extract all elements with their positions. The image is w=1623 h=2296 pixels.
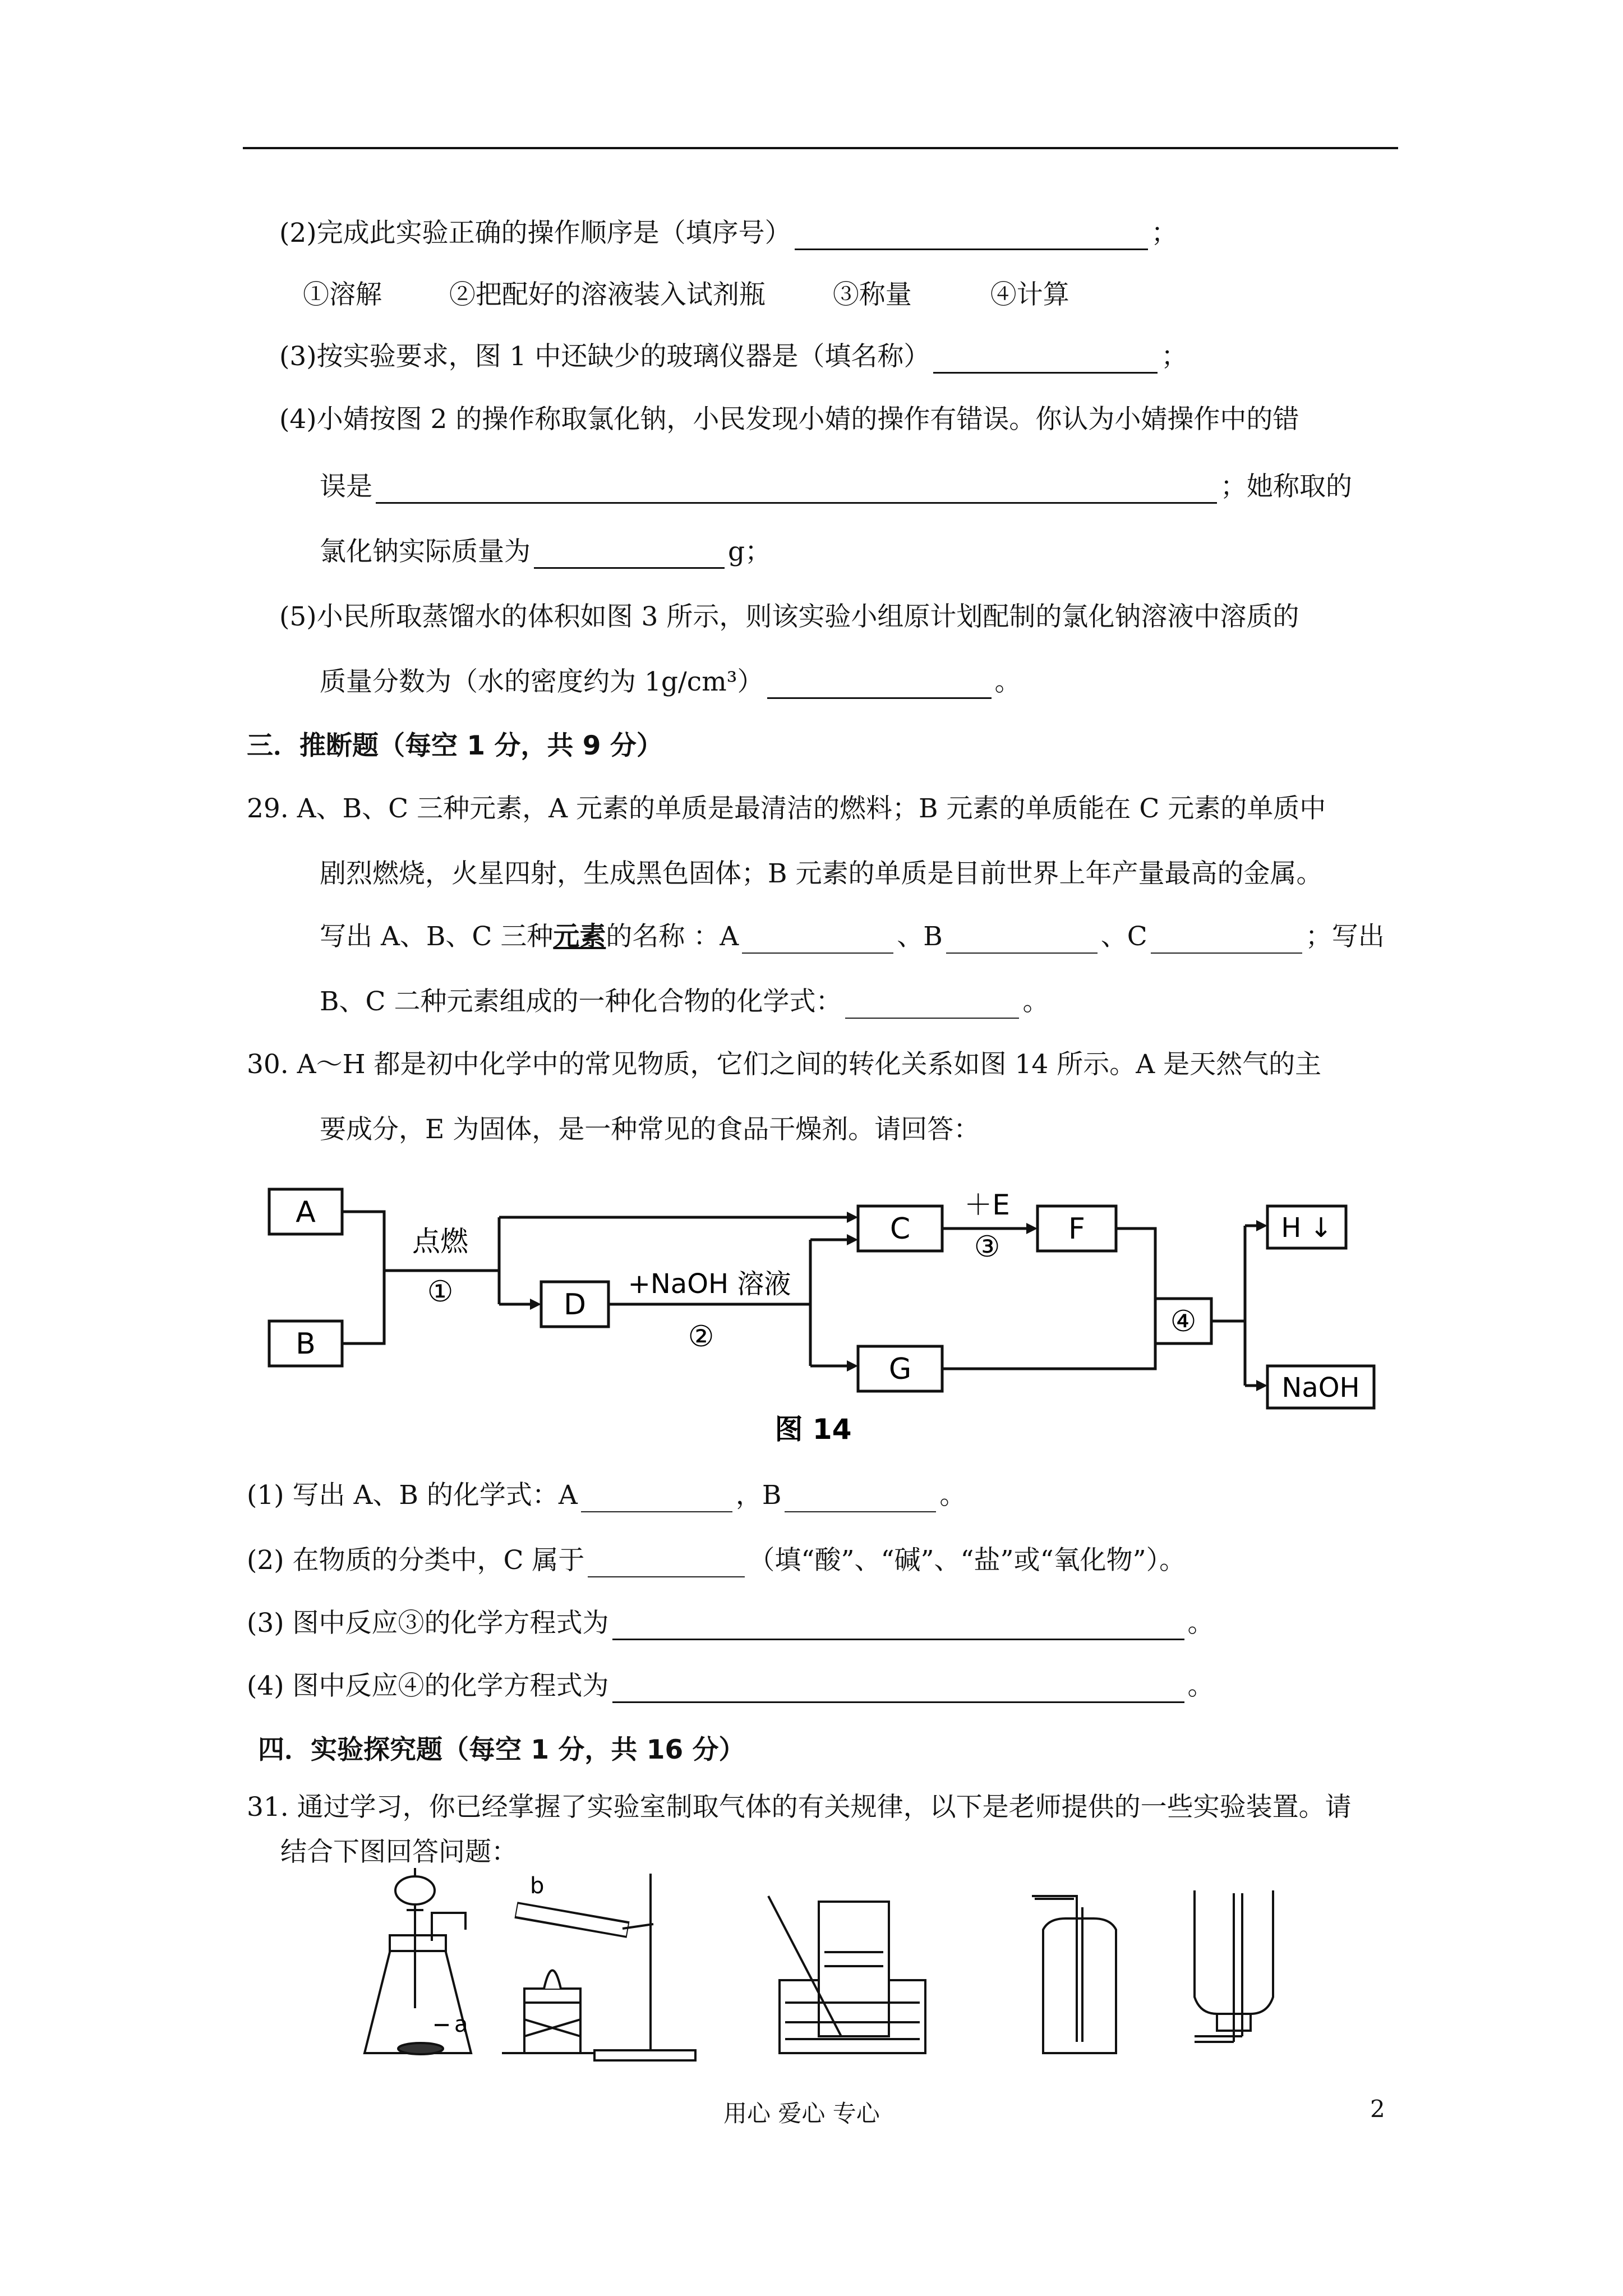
box-h-label: H ↓	[1281, 1212, 1332, 1244]
gas-bottle	[1032, 1896, 1116, 2053]
q28-options: ①溶解 ②把配好的溶液装入试剂瓶 ③称量 ④计算	[303, 279, 1069, 310]
section-3-heading: 三．推断题（每空 1 分，共 9 分）	[247, 730, 663, 761]
answer-blank[interactable]	[376, 474, 1217, 504]
q29-line2: 剧烈燃烧，火星四射，生成黑色固体；B 元素的单质是目前世界上年产量最高的金属。	[320, 858, 1323, 889]
answer-blank[interactable]	[742, 924, 893, 954]
answer-blank[interactable]	[612, 1673, 1184, 1703]
answer-blank[interactable]	[588, 1548, 745, 1577]
q30-line1: 30. A～H 都是初中化学中的常见物质，它们之间的转化关系如图 14 所示。A 是天然气的主	[247, 1049, 1322, 1080]
q28-part4-line3: 氯化钠实际质量为 g；	[320, 535, 771, 569]
q30-sub1: (1) 写出 A、B 的化学式：A ，B 。	[247, 1479, 966, 1512]
box-f-label: F	[1068, 1212, 1085, 1246]
answer-blank[interactable]	[767, 669, 992, 699]
q28-part5-line2: 质量分数为（水的密度约为 1g/cm³） 。	[320, 665, 1021, 699]
label-plus-e: ＋E	[964, 1189, 1010, 1221]
arrowhead	[847, 1212, 858, 1223]
answer-blank[interactable]	[785, 1483, 936, 1512]
q30-sub2: (2) 在物质的分类中，C 属于 （填“酸”、“碱”、“盐”或“氧化物”）。	[247, 1544, 1186, 1577]
q30-line2: 要成分，E 为固体，是一种常见的食品干燥剂。请回答：	[320, 1114, 980, 1145]
box-c-label: C	[889, 1212, 911, 1246]
answer-blank[interactable]	[795, 220, 1148, 250]
footer-motto: 用心 爱心 专心	[723, 2100, 880, 2127]
box-b-label: B	[296, 1327, 316, 1361]
inverted-bottle	[1195, 1890, 1273, 2042]
page-number: 2	[1370, 2095, 1385, 2123]
q28-part3: (3)按实验要求，图 1 中还缺少的玻璃仪器是（填名称） ；	[279, 340, 1187, 374]
figure-caption: 图 14	[774, 1413, 852, 1446]
label-step4: ④	[1170, 1305, 1197, 1338]
q28-part5-line1: (5)小民所取蒸馏水的体积如图 3 所示，则该实验小组原计划配制的氯化钠溶液中溶质的	[279, 601, 1299, 632]
label-step1: ①	[427, 1275, 454, 1309]
figure-14-diagram	[258, 1172, 1408, 1453]
q31-line1: 31. 通过学习，你已经掌握了实验室制取气体的有关规律，以下是老师提供的一些实验装置。请	[247, 1792, 1352, 1823]
q28-part2: (2)完成此实验正确的操作顺序是（填序号） ；	[279, 217, 1178, 250]
label-a: a	[454, 2012, 468, 2037]
q28-part4-line1: (4)小婧按图 2 的操作称取氯化钠，小民发现小婧的操作有错误。你认为小婧操作中的错	[279, 404, 1299, 435]
label-ignite: 点燃	[412, 1225, 468, 1258]
answer-blank[interactable]	[845, 990, 1019, 1019]
answer-blank[interactable]	[1151, 924, 1302, 954]
header-rule	[243, 147, 1398, 149]
answer-blank[interactable]	[581, 1483, 732, 1512]
section-4-heading: 四．实验探究题（每空 1 分，共 16 分）	[258, 1734, 745, 1765]
q29-line3: 写出 A、B、C 三种元素的名称 ：A 、B 、C ；写出	[320, 920, 1385, 954]
box-naoh-label: NaOH	[1281, 1372, 1360, 1404]
box-a-label: A	[296, 1195, 316, 1229]
wire-g-right	[942, 1321, 1155, 1369]
q28-part4-line2: 误是 ；她称取的	[320, 470, 1352, 504]
arrowhead	[530, 1299, 541, 1310]
water-trough-collection	[768, 1896, 925, 2053]
q30-sub4: (4) 图中反应④的化学方程式为 。	[247, 1669, 1214, 1703]
q30-sub3: (3) 图中反应③的化学方程式为 。	[247, 1607, 1214, 1640]
arrowhead	[1026, 1223, 1038, 1234]
wire-a-b	[342, 1212, 384, 1343]
arrowhead	[1256, 1220, 1267, 1231]
arrowhead	[847, 1234, 858, 1245]
q29-line1: 29. A、B、C 三种元素，A 元素的单质是最清洁的燃料；B 元素的单质能在 C 元素的单质中	[247, 793, 1326, 824]
arrowhead	[847, 1360, 858, 1372]
box-g-label: G	[888, 1352, 912, 1386]
label-b: b	[530, 1873, 545, 1899]
answer-blank[interactable]	[612, 1611, 1184, 1640]
underlined-term: 元素	[553, 921, 606, 952]
wire-f-down	[1116, 1228, 1155, 1321]
label-step2: ②	[688, 1320, 714, 1354]
q29-line4: B、C 二种元素组成的一种化合物的化学式： 。	[320, 985, 1049, 1019]
apparatus-illustrations	[359, 1868, 1424, 2070]
answer-blank[interactable]	[534, 539, 725, 569]
label-step3: ③	[974, 1230, 1000, 1264]
q31-line2: 结合下图回答问题：	[280, 1837, 518, 1867]
box-d-label: D	[563, 1288, 587, 1322]
arrowhead	[1256, 1380, 1267, 1391]
answer-blank[interactable]	[933, 344, 1158, 374]
label-naoh-solution: +NaOH 溶液	[628, 1268, 791, 1300]
heating-apparatus	[502, 1874, 695, 2060]
answer-blank[interactable]	[946, 924, 1098, 954]
